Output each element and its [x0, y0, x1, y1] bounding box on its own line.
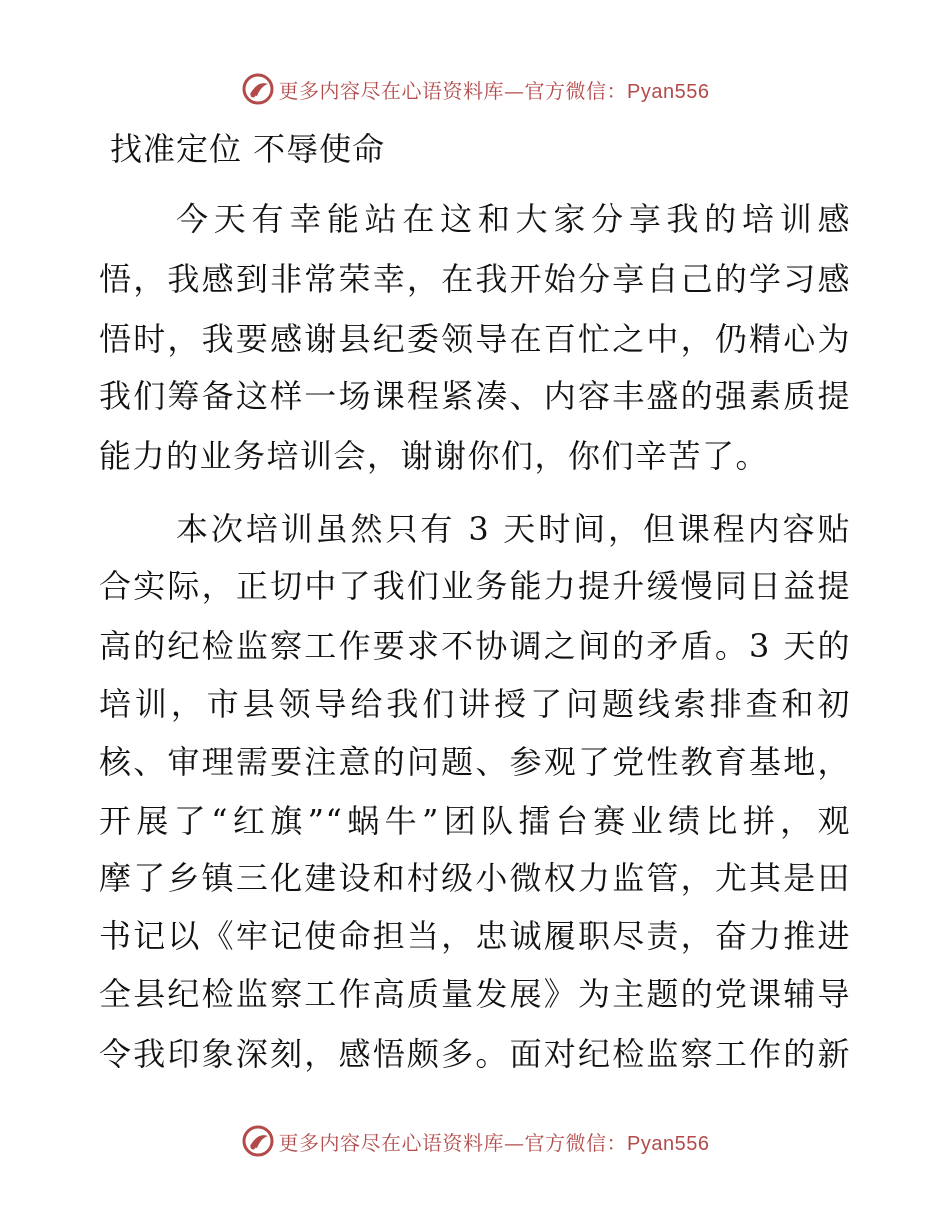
logo-icon — [241, 72, 275, 106]
watermark-label: 更多内容尽在心语资料库—官方微信： — [278, 78, 628, 103]
paragraph-line: 能力的业务培训会，谢谢你们，你们辛苦了。 — [99, 437, 770, 475]
watermark-footer — [0, 1124, 950, 1158]
paragraph-line: 全县纪检监察工作高质量发展》为主题的党课辅导 — [99, 975, 851, 1013]
paragraph-line: 悟，我感到非常荣幸，在我开始分享自己的学习感 — [99, 260, 851, 298]
paragraph-line: 今天有幸能站在这和大家分享我的培训感 — [176, 200, 851, 238]
paragraph-line: 本次培训虽然只有 3 天时间，但课程内容贴 — [176, 510, 851, 548]
paragraph-line: 核、审理需要注意的问题、参观了党性教育基地， — [99, 743, 851, 781]
paragraph-line: 书记以《牢记使命担当，忠诚履职尽责，奋力推进 — [99, 917, 851, 955]
logo-icon — [241, 1124, 275, 1158]
watermark-header — [0, 72, 950, 106]
watermark-text — [279, 75, 710, 104]
watermark-label: 更多内容尽在心语资料库—官方微信： — [278, 1130, 628, 1155]
watermark-text — [279, 1127, 710, 1156]
paragraph-line: 开展了“红旗”“蜗牛”团队擂台赛业绩比拼，观 — [99, 802, 851, 840]
paragraph-line: 培训，市县领导给我们讲授了问题线索排查和初 — [99, 685, 851, 723]
document-title: 找准定位 不辱使命 — [110, 130, 386, 168]
paragraph-line: 悟时，我要感谢县纪委领导在百忙之中，仍精心为 — [99, 320, 851, 358]
paragraph-line: 高的纪检监察工作要求不协调之间的矛盾。3 天的 — [99, 627, 851, 665]
paragraph-line: 合实际，正切中了我们业务能力提升缓慢同日益提 — [99, 567, 851, 605]
watermark-wechat-id: Pyan556 — [627, 1132, 710, 1155]
paragraph-line: 令我印象深刻，感悟颇多。面对纪检监察工作的新 — [99, 1035, 851, 1073]
paragraph-line: 摩了乡镇三化建设和村级小微权力监管，尤其是田 — [99, 859, 851, 897]
paragraph-line: 我们筹备这样一场课程紧凑、内容丰盛的强素质提 — [99, 377, 851, 415]
watermark-wechat-id: Pyan556 — [627, 80, 710, 103]
